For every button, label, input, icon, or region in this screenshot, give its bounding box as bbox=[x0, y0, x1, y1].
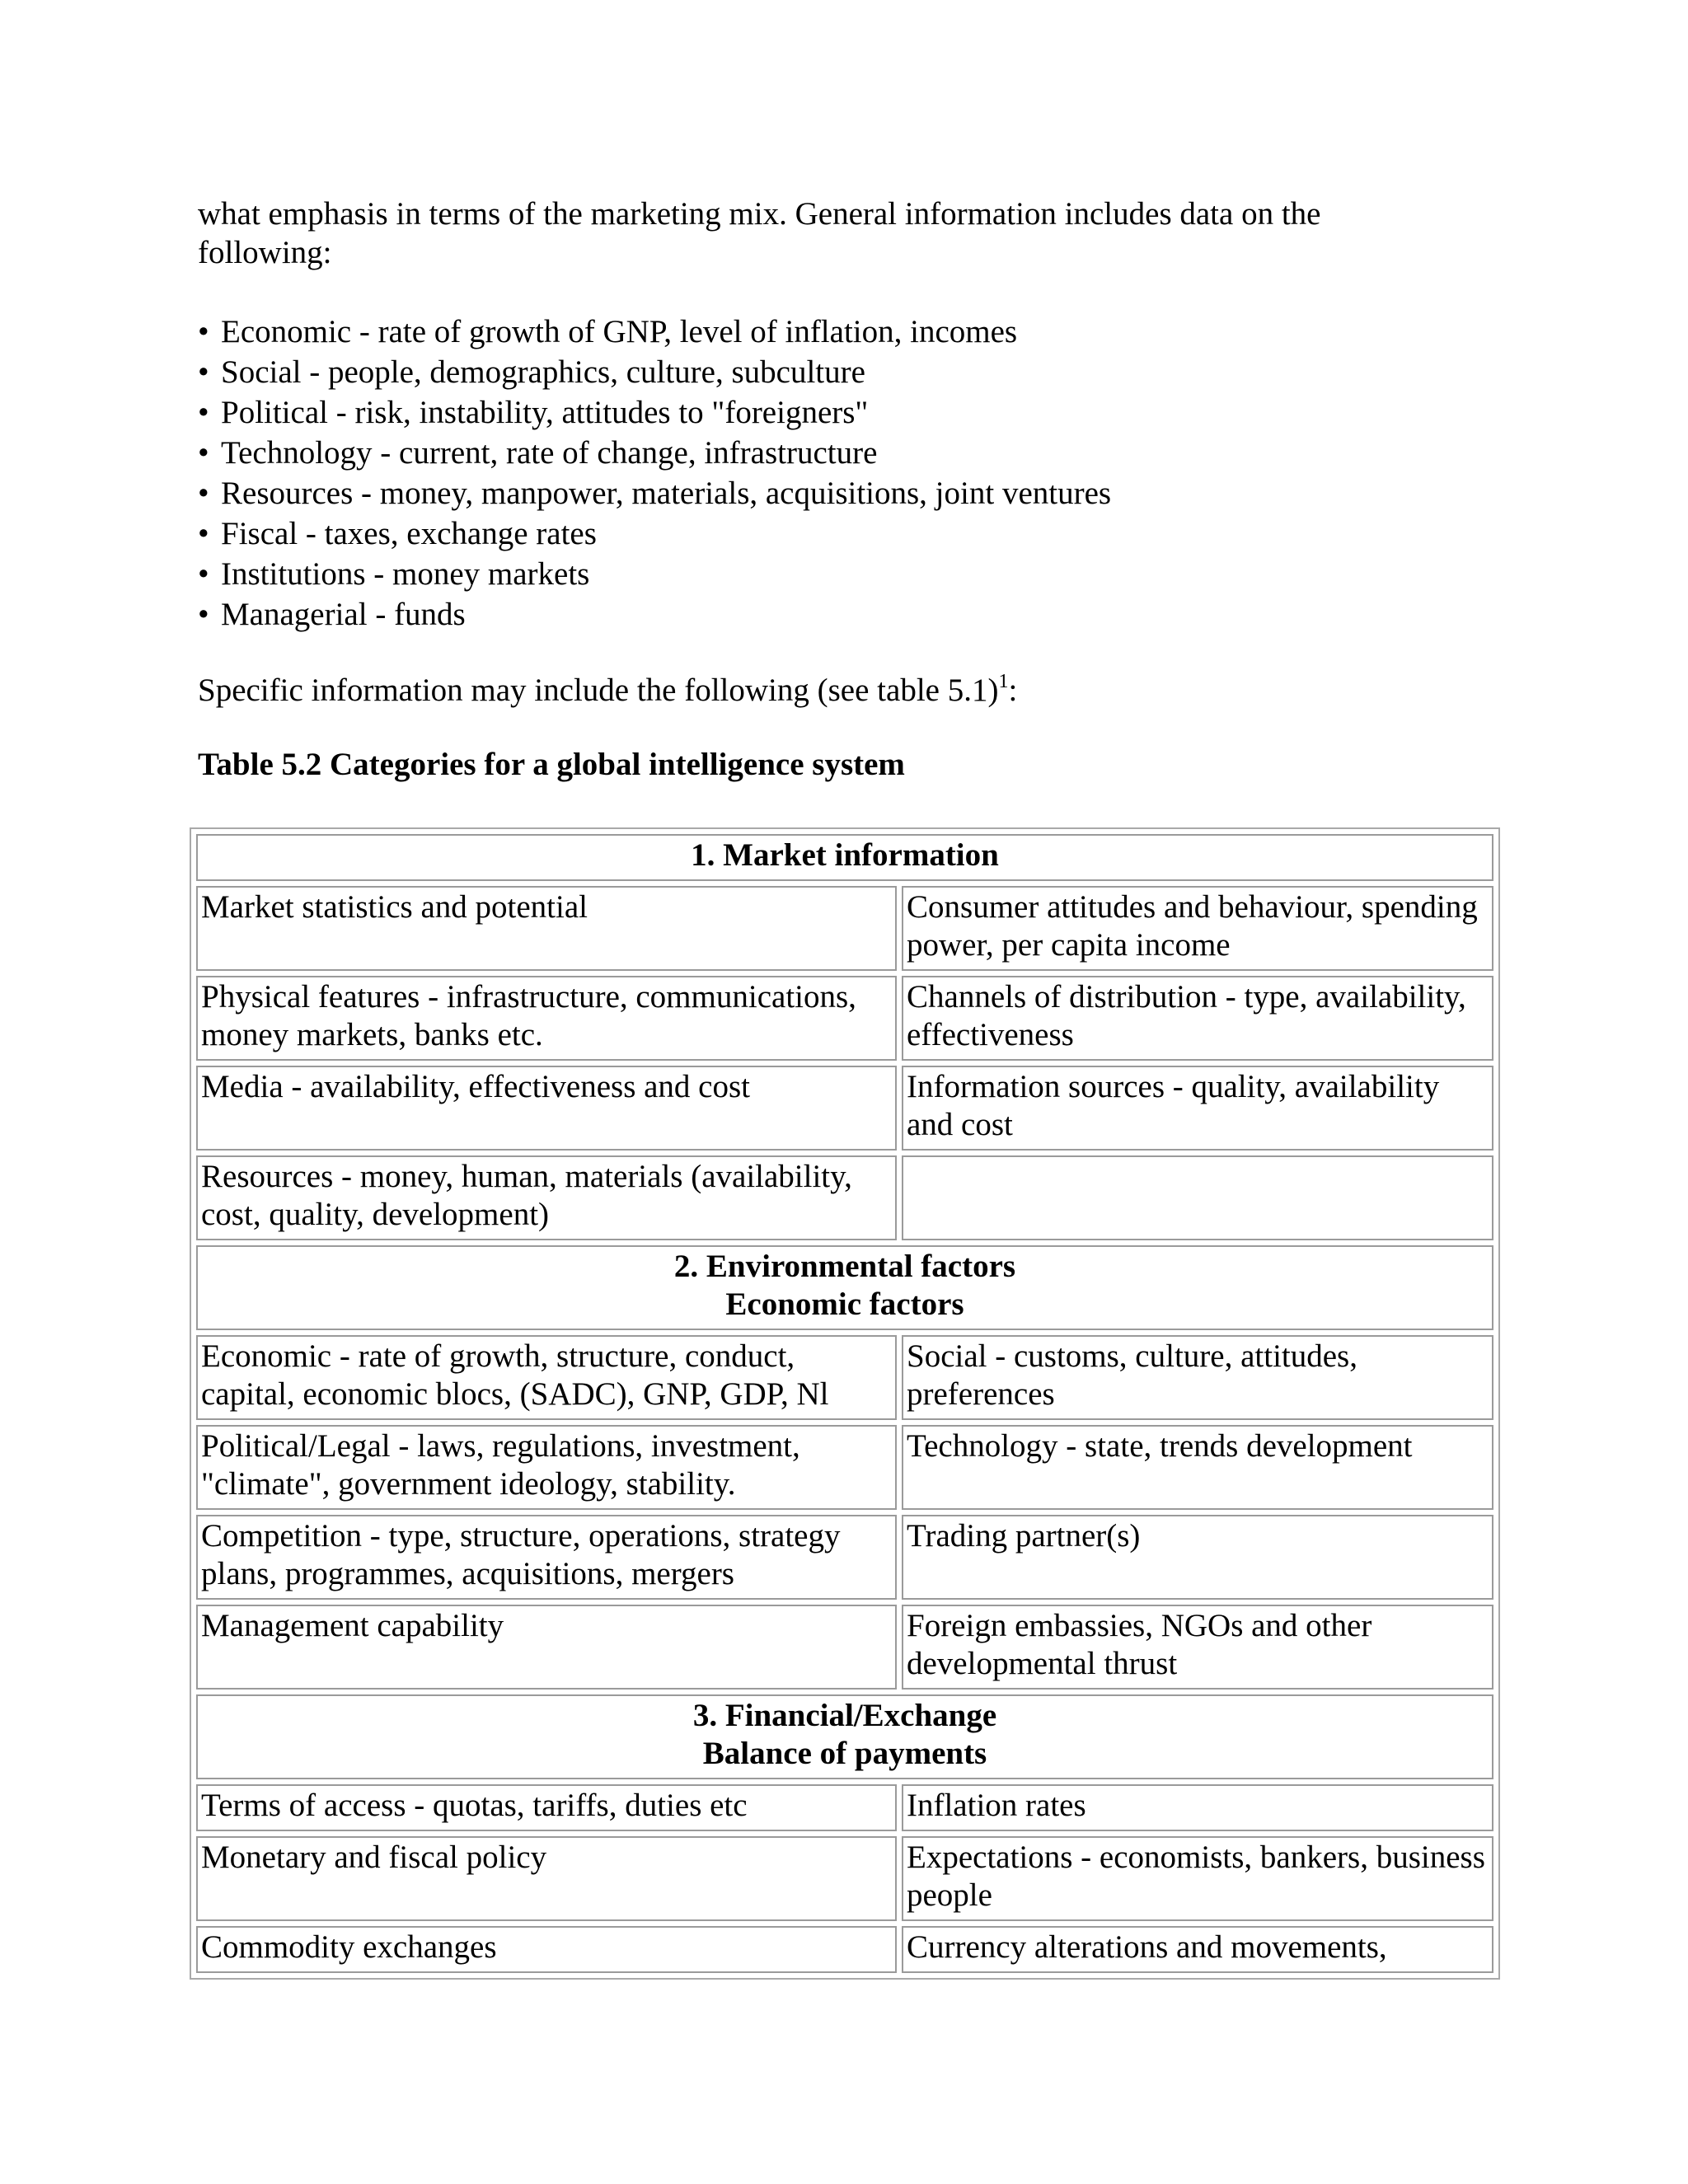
table-cell: Media - availability, effectiveness and cost bbox=[196, 1066, 897, 1151]
table-cell: Management capability bbox=[196, 1605, 897, 1690]
categories-table bbox=[190, 827, 1500, 1980]
list-item: • Institutions - money markets bbox=[198, 554, 1500, 594]
table-cell: Currency alterations and movements, bbox=[902, 1926, 1493, 1973]
table-cell: Political/Legal - laws, regulations, investment, "climate", government ideology, stability. bbox=[196, 1425, 897, 1510]
list-item: • Managerial - funds bbox=[198, 594, 1500, 635]
table-row bbox=[196, 1926, 1493, 1973]
table-cell: Expectations - economists, bankers, business people bbox=[902, 1836, 1493, 1921]
table-cell: Channels of distribution - type, availability, effectiveness bbox=[902, 976, 1493, 1061]
table-row bbox=[196, 1425, 1493, 1510]
table-row bbox=[196, 1836, 1493, 1921]
table-row bbox=[196, 1605, 1493, 1690]
table-row bbox=[196, 1515, 1493, 1600]
table-cell: Information sources - quality, availability and cost bbox=[902, 1066, 1493, 1151]
document-page bbox=[198, 194, 1500, 784]
table-row bbox=[196, 1335, 1493, 1420]
table-cell bbox=[902, 1155, 1493, 1240]
table-row bbox=[196, 1066, 1493, 1151]
intro-paragraph: what emphasis in terms of the marketing mix. General information includes data on the following: bbox=[198, 196, 1321, 270]
specific-info-paragraph: Specific information may include the following (see table 5.1)$^1$: bbox=[198, 671, 1018, 708]
table-cell: Market statistics and potential bbox=[196, 886, 897, 971]
bullet-icon: • bbox=[198, 597, 209, 632]
table-cell: Social - customs, culture, attitudes, preferences bbox=[902, 1335, 1493, 1420]
table-row bbox=[196, 1155, 1493, 1240]
table-cell: Monetary and fiscal policy bbox=[196, 1836, 897, 1921]
table-cell: Consumer attitudes and behaviour, spending power, per capita income bbox=[902, 886, 1493, 971]
general-info-list bbox=[198, 312, 1500, 635]
table-cell: Physical features - infrastructure, communications, money markets, banks etc. bbox=[196, 976, 897, 1061]
section-heading-row bbox=[196, 834, 1493, 881]
table-cell: Terms of access - quotas, tariffs, duties etc bbox=[196, 1784, 897, 1831]
section-heading-row bbox=[196, 1245, 1493, 1330]
bullet-icon: • bbox=[198, 395, 209, 430]
table-row bbox=[196, 1784, 1493, 1831]
list-item: • Resources - money, manpower, materials, acquisitions, joint ventures bbox=[198, 473, 1500, 513]
bullet-icon: • bbox=[198, 516, 209, 551]
bullet-icon: • bbox=[198, 314, 209, 349]
table-cell: Commodity exchanges bbox=[196, 1926, 897, 1973]
table-cell: Technology - state, trends development bbox=[902, 1425, 1493, 1510]
bullet-icon: • bbox=[198, 354, 209, 390]
list-item: • Economic - rate of growth of GNP, level of inflation, incomes bbox=[198, 312, 1500, 352]
bullet-icon: • bbox=[198, 435, 209, 471]
section-heading: 3. Financial/Exchange Balance of payments bbox=[196, 1694, 1493, 1779]
list-item: • Social - people, demographics, culture, subculture bbox=[198, 352, 1500, 392]
footnote-ref[interactable]: 1 bbox=[998, 671, 1009, 692]
list-item: • Political - risk, instability, attitudes to "foreigners" bbox=[198, 392, 1500, 433]
table-cell: Resources - money, human, materials (availability, cost, quality, development) bbox=[196, 1155, 897, 1240]
section-heading: 1. Market information bbox=[196, 834, 1493, 881]
table-cell: Trading partner(s) bbox=[902, 1515, 1493, 1600]
section-heading-row bbox=[196, 1694, 1493, 1779]
table-title: Table 5.2 Categories for a global intelligence system bbox=[198, 747, 905, 782]
list-item: • Fiscal - taxes, exchange rates bbox=[198, 513, 1500, 554]
section-heading: 2. Environmental factors Economic factors bbox=[196, 1245, 1493, 1330]
table-cell: Foreign embassies, NGOs and other developmental thrust bbox=[902, 1605, 1493, 1690]
table-cell: Competition - type, structure, operations, strategy plans, programmes, acquisitions, mergers bbox=[196, 1515, 897, 1600]
table-row bbox=[196, 886, 1493, 971]
table-row bbox=[196, 976, 1493, 1061]
bullet-icon: • bbox=[198, 556, 209, 592]
bullet-icon: • bbox=[198, 476, 209, 511]
table-cell: Economic - rate of growth, structure, conduct, capital, economic blocs, (SADC), GNP, GDP, Nl bbox=[196, 1335, 897, 1420]
list-item: • Technology - current, rate of change, infrastructure bbox=[198, 433, 1500, 473]
table-cell: Inflation rates bbox=[902, 1784, 1493, 1831]
